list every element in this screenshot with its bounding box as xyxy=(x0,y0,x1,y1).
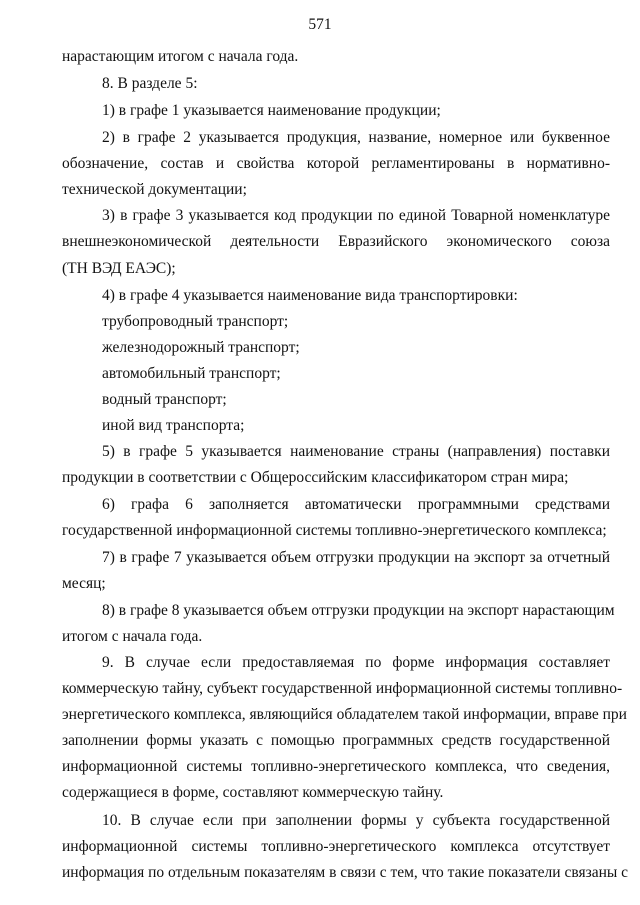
list-item: 6) графа 6 заполняется автоматически программными средствами xyxy=(102,496,610,513)
list-item: иной вид транспорта; xyxy=(102,417,245,434)
text-line: продукции в соответствии с Общероссийским классификатором стран мира; xyxy=(62,469,569,486)
list-item: 8) в графе 8 указывается объем отгрузки продукции на экспорт нарастающим xyxy=(102,602,615,619)
list-item: 2) в графе 2 указывается продукция, название, номерное или буквенное xyxy=(102,129,610,146)
list-item: 7) в графе 7 указывается объем отгрузки продукции на экспорт за отчетный xyxy=(102,549,610,566)
list-item: автомобильный транспорт; xyxy=(102,365,281,382)
text-line: технической документации; xyxy=(62,181,247,198)
text-line: обозначение, состав и свойства которой регламентированы в нормативно- xyxy=(62,155,610,172)
section-heading: 8. В разделе 5: xyxy=(102,75,198,92)
list-item: водный транспорт; xyxy=(102,391,227,408)
text-line: итогом с начала года. xyxy=(62,628,203,645)
text-line: государственной информационной системы топливно-энергетического комплекса; xyxy=(62,522,607,539)
text-line: нарастающим итогом с начала года. xyxy=(62,48,299,65)
page-number: 571 xyxy=(308,16,332,33)
text-line: внешнеэкономической деятельности Евразийского экономического союза xyxy=(62,233,610,250)
list-item: 3) в графе 3 указывается код продукции по единой Товарной номенклатуре xyxy=(102,207,610,224)
list-item: 4) в графе 4 указывается наименование вида транспортировки: xyxy=(102,287,518,304)
text-line: заполнении формы указать с помощью программных средств государственной xyxy=(62,732,610,749)
text-line: информация по отдельным показателям в связи с тем, что такие показатели связаны с xyxy=(62,864,629,881)
text-line: коммерческую тайну, субъект государственной информационной системы топливно- xyxy=(62,680,623,697)
list-item: железнодорожный транспорт; xyxy=(102,339,300,356)
list-item: трубопроводный транспорт; xyxy=(102,313,289,330)
text-line: информационной системы топливно-энергетического комплекса, что сведения, xyxy=(62,758,610,775)
text-line: месяц; xyxy=(62,575,106,592)
text-line: энергетического комплекса, являющийся обладателем такой информации, вправе при xyxy=(62,706,627,723)
list-item: 1) в графе 1 указывается наименование продукции; xyxy=(102,102,441,119)
text-line: содержащиеся в форме, составляют коммерческую тайну. xyxy=(62,784,444,801)
paragraph-start: 10. В случае если при заполнении формы у субъекта государственной xyxy=(102,812,610,829)
paragraph-start: 9. В случае если предоставляемая по форме информация составляет xyxy=(102,654,610,671)
text-line: информационной системы топливно-энергетического комплекса отсутствует xyxy=(62,838,610,855)
list-item: 5) в графе 5 указывается наименование страны (направления) поставки xyxy=(102,443,610,460)
text-line: (ТН ВЭД ЕАЭС); xyxy=(62,260,176,277)
